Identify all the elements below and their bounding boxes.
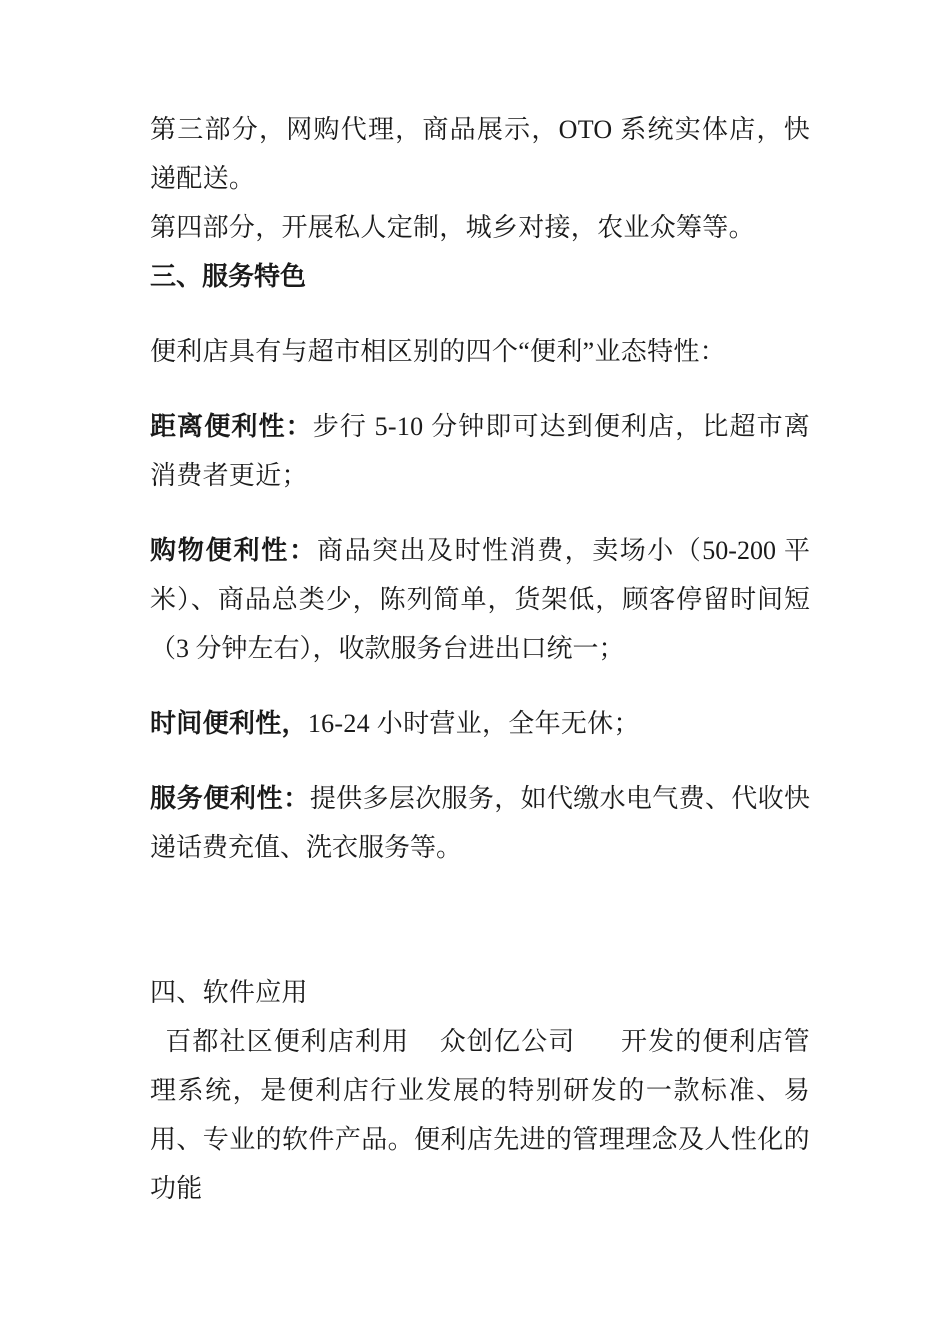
spacer xyxy=(150,500,810,526)
feature-time xyxy=(150,699,810,748)
feature-distance-label: 距离便利性： xyxy=(150,412,313,441)
spacer xyxy=(150,376,810,402)
feature-service-text: 提供多层次服务，如代缴水电气费、代收快递话费充值、洗衣服务等。 xyxy=(150,784,810,862)
feature-time-text: 16-24 小时营业，全年无休； xyxy=(307,709,640,738)
feature-service-label: 服务便利性： xyxy=(150,784,310,813)
spacer xyxy=(150,872,810,968)
heading-section-four: 四、软件应用 xyxy=(150,978,308,1007)
feature-shopping xyxy=(150,526,810,673)
feature-shopping-text: 商品突出及时性消费，卖场小（50-200 平米）、商品总类少，陈列简单，货架低，顾客停留时间短（3 分钟左右），收款服务台进出口统一； xyxy=(150,536,810,663)
spacer xyxy=(150,673,810,699)
heading-section-three: 三、服务特色 xyxy=(150,262,307,291)
paragraph-part-three: 第三部分，网购代理，商品展示，OTO 系统实体店，快递配送。 xyxy=(150,115,810,193)
feature-distance-text: 步行 5-10 分钟即可达到便利店，比超市离消费者更近； xyxy=(150,412,810,490)
feature-shopping-label: 购物便利性： xyxy=(150,536,317,565)
spacer xyxy=(150,301,810,327)
document-body xyxy=(150,105,810,1213)
spacer xyxy=(150,748,810,774)
paragraph-part-four: 第四部分，开展私人定制，城乡对接，农业众筹等。 xyxy=(150,213,755,242)
paragraph-section-four-body: 百都社区便利店利用 众创亿公司 开发的便利店管理系统，是便利店行业发展的特别研发的一款标准、易用、专业的软件产品。便利店先进的管理理念及人性化的功能 xyxy=(150,1027,810,1203)
feature-service xyxy=(150,774,810,872)
feature-time-label: 时间便利性， xyxy=(150,709,308,738)
feature-distance xyxy=(150,402,810,500)
paragraph-section-three-intro: 便利店具有与超市相区别的四个“便利”业态特性： xyxy=(150,337,726,366)
